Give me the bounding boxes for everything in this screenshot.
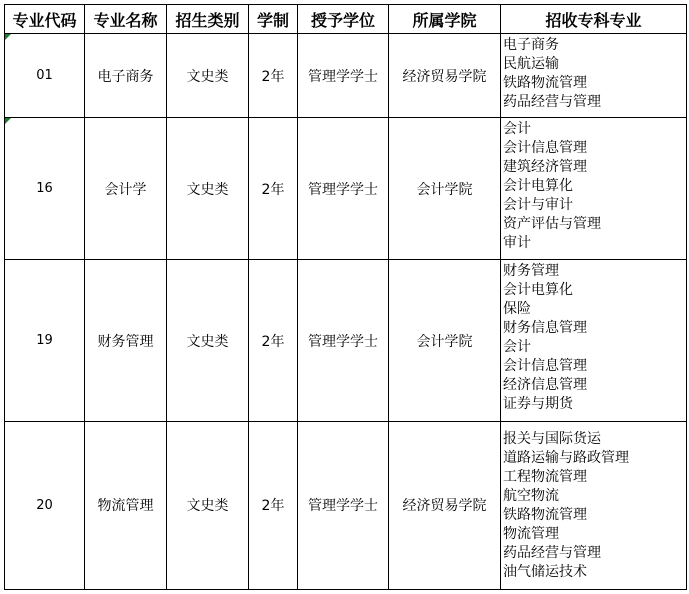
specialty-item: 电子商务	[503, 37, 559, 53]
cell-duration: 2年	[249, 421, 298, 589]
table-row	[5, 34, 687, 118]
table-row	[5, 118, 687, 260]
specialty-item: 民航运输	[503, 56, 559, 72]
cell-code	[5, 260, 85, 421]
header-enrollment-category: 招生类别	[167, 5, 249, 34]
cell-degree: 管理学学士	[298, 34, 389, 118]
cell-category: 文史类	[167, 118, 249, 260]
cell-duration: 2年	[249, 34, 298, 118]
cell-code	[5, 34, 85, 118]
specialty-item: 财务信息管理	[503, 320, 587, 337]
specialty-item: 铁路物流管理	[503, 75, 587, 91]
specialty-item: 药品经营与管理	[503, 544, 601, 561]
majors-table	[4, 4, 687, 590]
cell-specialties	[501, 260, 687, 421]
cell-college: 会计学院	[389, 260, 501, 421]
major-code: 20	[36, 497, 53, 513]
specialty-item: 资产评估与管理	[503, 216, 601, 233]
specialty-item: 航空物流	[503, 487, 559, 504]
header-college: 所属学院	[389, 5, 501, 34]
cell-college: 经济贸易学院	[389, 34, 501, 118]
cell-code	[5, 421, 85, 589]
comment-indicator-icon	[5, 34, 11, 40]
specialty-item: 会计电算化	[503, 178, 573, 195]
cell-name: 电子商务	[85, 34, 167, 118]
cell-college: 经济贸易学院	[389, 421, 501, 589]
header-major-name: 专业名称	[85, 5, 167, 34]
specialty-item: 会计电算化	[503, 282, 573, 299]
specialty-item: 工程物流管理	[503, 468, 587, 485]
major-code: 16	[36, 181, 53, 197]
cell-category: 文史类	[167, 260, 249, 421]
major-code: 01	[36, 68, 53, 84]
cell-specialties	[501, 421, 687, 589]
cell-duration: 2年	[249, 260, 298, 421]
specialty-item: 建筑经济管理	[503, 159, 587, 176]
cell-name: 会计学	[85, 118, 167, 260]
cell-specialties	[501, 34, 687, 118]
specialty-item: 铁路物流管理	[503, 506, 587, 523]
header-duration: 学制	[249, 5, 298, 34]
header-accepted-specialties: 招收专科专业	[501, 5, 687, 34]
table-row	[5, 421, 687, 589]
specialty-item: 药品经营与管理	[503, 94, 601, 110]
specialty-item: 油气储运技术	[503, 563, 587, 580]
specialty-item: 报关与国际货运	[503, 430, 601, 447]
cell-duration: 2年	[249, 118, 298, 260]
cell-degree: 管理学学士	[298, 260, 389, 421]
specialty-item: 道路运输与路政管理	[503, 449, 629, 466]
specialty-item: 会计信息管理	[503, 140, 587, 157]
cell-specialties	[501, 118, 687, 260]
specialty-item: 会计与审计	[503, 197, 573, 214]
header-major-code: 专业代码	[5, 5, 85, 34]
header-row	[5, 5, 687, 34]
major-code: 19	[36, 333, 53, 349]
cell-name: 物流管理	[85, 421, 167, 589]
specialty-item: 保险	[503, 301, 531, 318]
cell-degree: 管理学学士	[298, 421, 389, 589]
cell-category: 文史类	[167, 421, 249, 589]
specialty-item: 会计信息管理	[503, 358, 587, 375]
cell-name: 财务管理	[85, 260, 167, 421]
cell-category: 文史类	[167, 34, 249, 118]
specialty-item: 会计	[503, 121, 531, 138]
specialty-item: 财务管理	[503, 263, 559, 280]
cell-code	[5, 118, 85, 260]
specialty-item: 物流管理	[503, 525, 559, 542]
specialty-item: 经济信息管理	[503, 377, 587, 394]
comment-indicator-icon	[5, 118, 11, 124]
cell-degree: 管理学学士	[298, 118, 389, 260]
cell-college: 会计学院	[389, 118, 501, 260]
specialty-item: 审计	[503, 235, 531, 252]
specialty-item: 证券与期货	[503, 396, 573, 413]
table-row	[5, 260, 687, 421]
header-degree: 授予学位	[298, 5, 389, 34]
specialty-item: 会计	[503, 339, 531, 356]
